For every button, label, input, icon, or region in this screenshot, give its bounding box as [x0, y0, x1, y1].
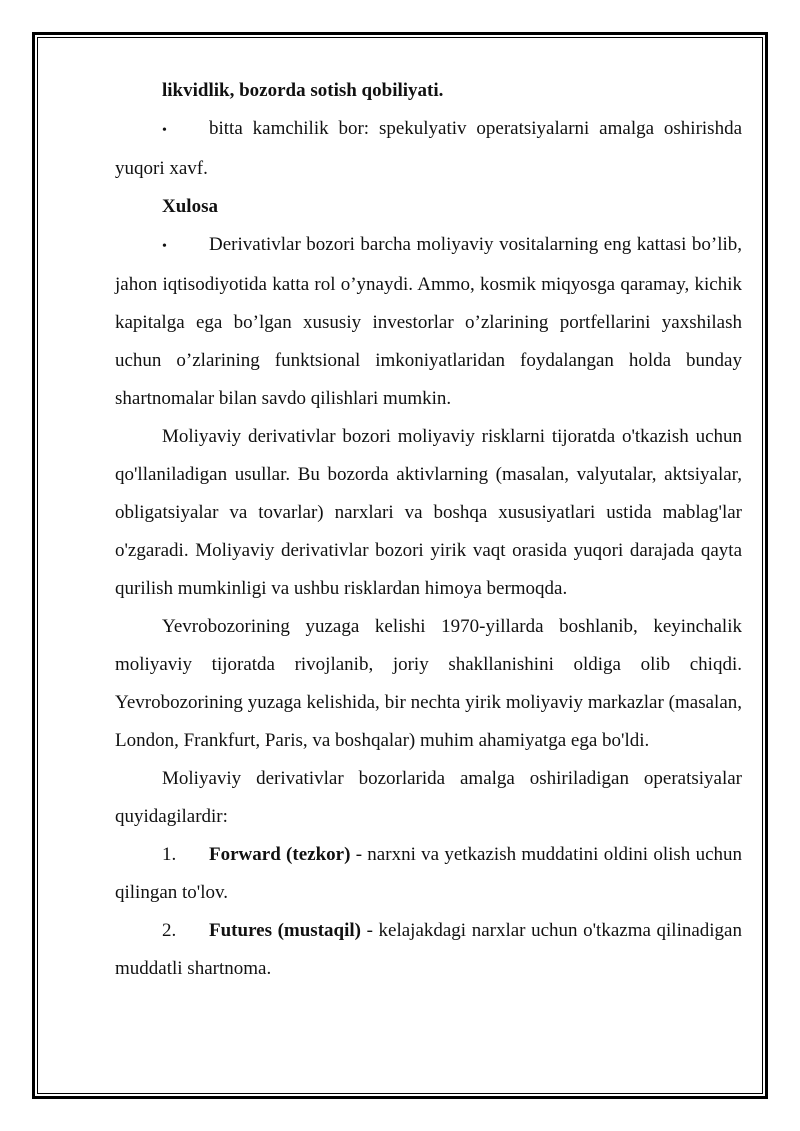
item-text: - kelajakdagi narxlar uchun o'tkazma qilinadigan muddatli shartnoma.	[115, 920, 742, 979]
item-number: 1.	[162, 844, 177, 865]
bullet-item-risk	[115, 110, 742, 188]
numbered-item-futures	[115, 912, 742, 988]
document-body	[115, 72, 742, 988]
paragraph-eurobond-market: Yevrobozorining yuzaga kelishi 1970-yillarda boshlanib, keyinchalik moliyaviy tijoratda rivojlanib, joriy shakllanishini oldiga olib chiqdi. Yevrobozorining yuzaga kelishida, bir nechta yirik moliyaviy markazlar (masalan, London, Frankfurt, Paris, va boshqalar) muhim ahamiyatga ega bo'ldi.	[115, 616, 742, 751]
paragraph-operations-intro: Moliyaviy derivativlar bozorlarida amalga oshiriladigan operatsiyalar quyidagilardir:	[115, 768, 742, 827]
section-heading: Xulosa	[162, 196, 218, 217]
bullet-item-text: Derivativlar bozori barcha moliyaviy vositalarning eng kattasi bo’lib, jahon iqtisodiyotida katta rol o’ynaydi. Ammo, kosmik miqyosga qaramay, kichik kapitalga ega bo’lgan xususiy investorlar o’zlarining portfellarini yaxshilash uchun o’zlarining funktsional imkoniyatlaridan foydalangan holda bunday shartnomalar bilan savdo qilishlari mumkin.	[115, 234, 742, 409]
bullet-icon: •	[162, 239, 167, 254]
paragraph-derivatives: Moliyaviy derivativlar bozori moliyaviy risklarni tijoratda o'tkazish uchun qo'llaniladigan usullar. Bu bozorda aktivlarning (masalan, valyutalar, aktsiyalar, obligatsiyalar va tovarlar) narxlari va boshqa xususiyatlari ustida mablag'lar o'zgaradi. Moliyaviy derivativlar bozori yirik vaqt orasida yuqori darajada qayta qurilish mumkinligi va ushbu risklardan himoya bermoqda.	[115, 426, 742, 599]
bullet-icon: •	[162, 123, 167, 138]
item-text: - narxni va yetkazish muddatini oldini olish uchun qilingan to'lov.	[115, 844, 743, 903]
item-term: Futures (mustaqil)	[209, 920, 361, 941]
item-term: Forward (tezkor)	[209, 844, 351, 865]
bullet-item-text: bitta kamchilik bor: spekulyativ operatsiyalarni amalga oshirishda yuqori xavf.	[115, 118, 742, 179]
numbered-item-forward	[115, 836, 742, 912]
item-number: 2.	[162, 920, 177, 941]
bullet-item-conclusion	[115, 226, 742, 418]
continued-line: likvidlik, bozorda sotish qobiliyati.	[162, 80, 444, 101]
